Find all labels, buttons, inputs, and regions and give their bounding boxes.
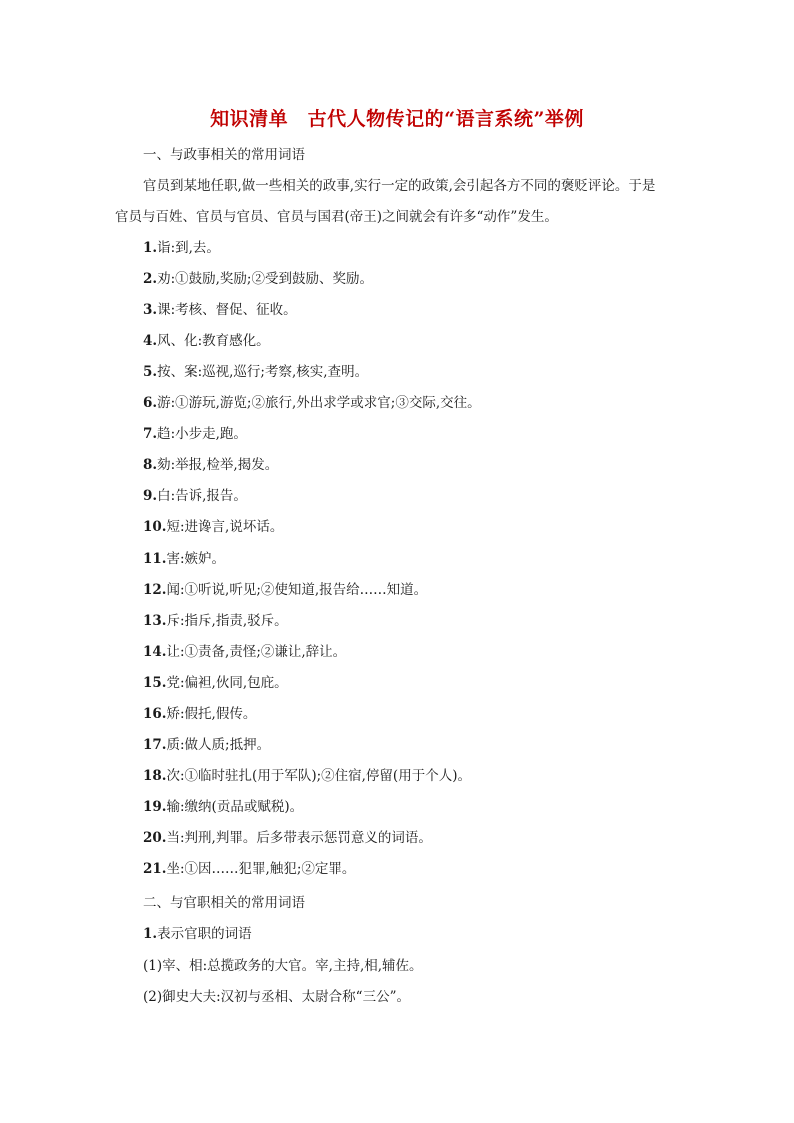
list-item <box>143 736 270 754</box>
list-item-text: 劝:①鼓励,奖励;②受到鼓励、奖励。 <box>157 271 373 287</box>
list-item-text: 害:嫉妒。 <box>166 551 226 567</box>
list-item-text: 按、案:巡视,巡行;考察,核实,查明。 <box>157 364 369 380</box>
list-item-text: 斥:指斥,指责,驳斥。 <box>166 613 288 629</box>
list-item-text: 风、化:教育感化。 <box>157 333 270 349</box>
document-title: 知识清单 古代人物传记的“语言系统”举例 <box>210 108 584 130</box>
list-item-number: 7. <box>143 426 158 442</box>
section2-item: (2)御史大夫:汉初与丞相、太尉合称“三公”。 <box>143 989 410 1005</box>
list-item-number: 15. <box>143 675 167 691</box>
list-item <box>143 456 278 474</box>
list-item-text: 白:告诉,报告。 <box>157 488 247 504</box>
list-item-number: 2. <box>143 271 158 287</box>
list-item <box>143 239 220 257</box>
list-item-text: 坐:①因……犯罪,触犯;②定罪。 <box>166 861 356 877</box>
section2-heading: 二、与官职相关的常用词语 <box>143 895 305 911</box>
list-item-text: 质:做人质;抵押。 <box>166 737 271 753</box>
list-item-text: 党:偏袒,伙同,包庇。 <box>166 675 288 691</box>
list-item-number: 3. <box>143 302 158 318</box>
list-item-number: 14. <box>143 644 167 660</box>
list-item <box>143 705 256 723</box>
section2-item: (1)宰、相:总揽政务的大官。宰,主持,相,辅佐。 <box>143 958 423 974</box>
subheading-text: 表示官职的词语 <box>157 926 252 942</box>
list-item <box>143 394 481 412</box>
list-item <box>143 798 303 816</box>
subheading-number: 1. <box>143 926 158 942</box>
list-item <box>143 425 247 443</box>
list-item-text: 输:缴纳(贡品或赋税)。 <box>166 799 304 815</box>
list-item-number: 11. <box>143 551 167 567</box>
list-item-text: 诣:到,去。 <box>157 240 220 256</box>
list-item <box>143 581 427 599</box>
list-item <box>143 301 297 319</box>
section1-heading: 一、与政事相关的常用词语 <box>143 147 305 163</box>
list-item-text: 当:判刑,判罪。后多带表示惩罚意义的词语。 <box>166 830 432 846</box>
list-item-text: 劾:举报,检举,揭发。 <box>157 457 279 473</box>
list-item-number: 5. <box>143 364 158 380</box>
list-item <box>143 674 288 692</box>
list-item-number: 4. <box>143 333 158 349</box>
list-item-number: 12. <box>143 582 167 598</box>
list-item <box>143 518 283 536</box>
list-item-number: 20. <box>143 830 167 846</box>
list-item-number: 1. <box>143 240 158 256</box>
list-item <box>143 612 288 630</box>
list-item-text: 次:①临时驻扎(用于军队);②住宿,停留(用于个人)。 <box>166 768 471 784</box>
list-item-number: 19. <box>143 799 167 815</box>
list-item-number: 13. <box>143 613 167 629</box>
list-item-text: 矫:假托,假传。 <box>166 706 257 722</box>
list-item <box>143 643 346 661</box>
list-item-text: 闻:①听说,听见;②使知道,报告给……知道。 <box>166 582 428 598</box>
list-item-number: 8. <box>143 457 158 473</box>
list-item-text: 趋:小步走,跑。 <box>157 426 247 442</box>
list-item <box>143 270 373 288</box>
list-item-number: 17. <box>143 737 167 753</box>
list-item-text: 让:①责备,责怪;②谦让,辞让。 <box>166 644 347 660</box>
list-item <box>143 487 247 505</box>
list-item-number: 9. <box>143 488 158 504</box>
list-item-number: 10. <box>143 519 167 535</box>
list-item-text: 课:考核、督促、征收。 <box>157 302 297 318</box>
list-item-number: 21. <box>143 861 167 877</box>
list-item <box>143 332 270 350</box>
section2-subheading <box>143 925 252 943</box>
list-item <box>143 550 225 568</box>
list-item <box>143 767 471 785</box>
list-item <box>143 363 368 381</box>
list-item-number: 6. <box>143 395 158 411</box>
list-item <box>143 829 432 847</box>
list-item-number: 16. <box>143 706 167 722</box>
list-item-number: 18. <box>143 768 167 784</box>
section1-intro-line2: 官员与百姓、官员与官员、官员与国君(帝王)之间就会有许多“动作”发生。 <box>115 209 558 225</box>
section1-intro-line1: 官员到某地任职,做一些相关的政事,实行一定的政策,会引起各方不同的褒贬评论。于是 <box>143 178 656 194</box>
list-item <box>143 860 355 878</box>
list-item-text: 短:进谗言,说坏话。 <box>166 519 284 535</box>
list-item-text: 游:①游玩,游览;②旅行,外出求学或求官;③交际,交往。 <box>157 395 481 411</box>
